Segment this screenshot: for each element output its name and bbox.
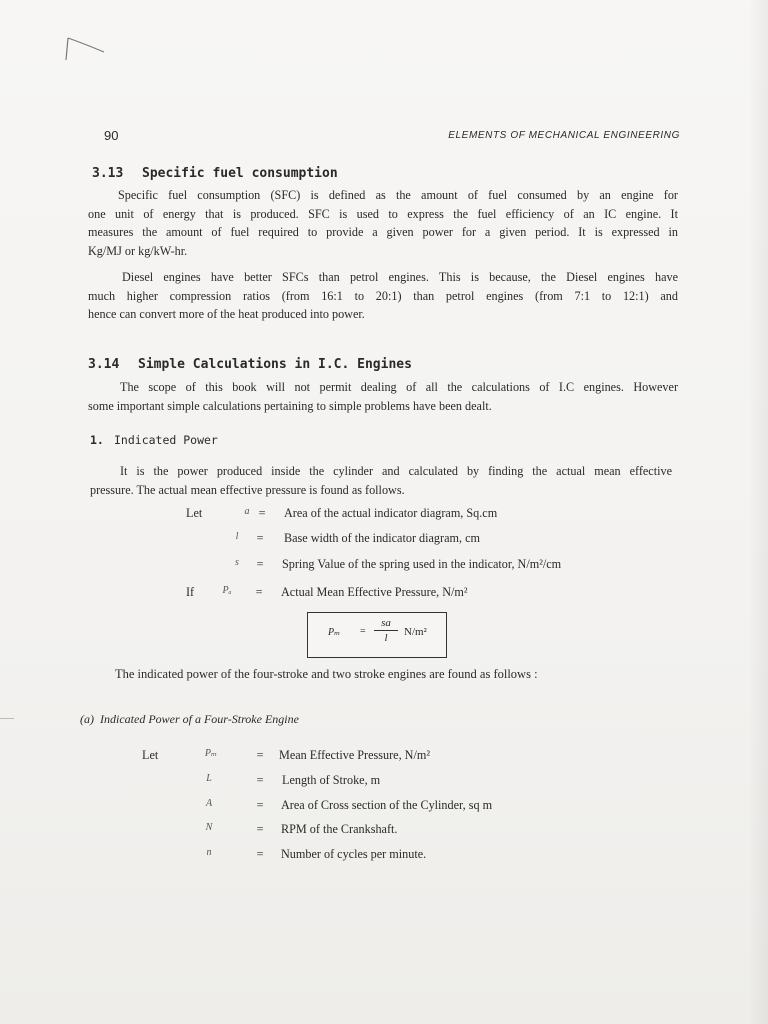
def-equals: =: [256, 822, 264, 836]
text-line: one unit of energy that is produced. SFC is used to express the fuel efficiency of an IC engine. It: [88, 206, 678, 221]
formula-fraction: [372, 617, 400, 644]
formula-numerator: sa: [381, 617, 391, 629]
section-number: 3.13: [92, 166, 124, 181]
section-number: 3.14: [88, 357, 120, 372]
text-line: some important simple calculations pertaining to simple problems have been dealt.: [88, 398, 492, 413]
indicated-power-intro: The indicated power of the four-stroke and two stroke engines are found as follows :: [115, 667, 538, 681]
def-symbol: Pₐ: [222, 585, 232, 596]
def-equals: =: [256, 798, 264, 812]
four-stroke-definitions: [142, 748, 582, 868]
def-symbol: Pₘ: [204, 748, 218, 759]
formula-unit: N/m²: [404, 626, 427, 638]
subheading-title: Indicated Power of a Four-Stroke Engine: [100, 712, 299, 726]
text-line: hence can convert more of the heat produced into power.: [88, 307, 365, 321]
text-line: It is the power produced inside the cylinder and calculated by finding the actual mean effective: [120, 464, 672, 478]
subheading-number: 1.: [90, 433, 104, 447]
def-equals: =: [256, 748, 264, 762]
text-line: much higher compression ratios (from 16:1 to 20:1) than petrol engines (from 7:1 to 12:1) and: [88, 288, 678, 303]
text-line: Specific fuel consumption (SFC) is defined as the amount of fuel consumed by an engine for: [118, 188, 678, 202]
def-description: RPM of the Crankshaft.: [281, 822, 398, 836]
def-symbol: s: [235, 557, 239, 568]
def-equals: =: [256, 773, 264, 787]
margin-mark: [0, 718, 14, 719]
mep-formula-box: [307, 612, 447, 658]
def-symbol: a: [244, 506, 250, 517]
subheading-four-stroke: [80, 712, 299, 727]
section-title: Specific fuel consumption: [142, 166, 338, 181]
text-line: Diesel engines have better SFCs than petrol engines. This is because, the Diesel engines have: [122, 270, 678, 284]
calculations-scope-paragraph: [88, 378, 678, 415]
def-description: Area of Cross section of the Cylinder, sq m: [281, 798, 493, 812]
section-heading-3-13: [92, 166, 338, 181]
def-description: Mean Effective Pressure, N/m²: [279, 748, 430, 762]
text-line: measures the amount of fuel required to provide a given power for a given period. It is expressed in: [88, 225, 678, 239]
page-number: 90: [104, 128, 119, 143]
def-symbol: n: [206, 847, 212, 858]
def-description: Base width of the indicator diagram, cm: [284, 531, 480, 545]
def-symbol: A: [205, 798, 213, 809]
text-line: The scope of this book will not permit dealing of all the calculations of I.C engines. However: [120, 380, 678, 394]
sfc-definition-paragraph: [88, 186, 678, 260]
def-lead: Let: [186, 506, 203, 520]
def-equals: =: [258, 506, 266, 520]
def-description: Spring Value of the spring used in the indicator, N/m²/cm: [282, 557, 562, 571]
subheading-label: (a): [80, 712, 94, 726]
section-heading-3-14: [88, 357, 412, 372]
def-equals: =: [255, 585, 263, 599]
formula-lhs: Pₘ: [328, 627, 341, 638]
def-equals: =: [256, 847, 264, 861]
fraction-bar: [374, 630, 398, 631]
pen-mark-icon: [60, 30, 110, 70]
def-description: Length of Stroke, m: [282, 773, 381, 787]
def-equals: =: [256, 557, 264, 571]
text-line: Kg/MJ or kg/kW-hr.: [88, 243, 188, 258]
text-line: pressure. The actual mean effective pressure is found as follows.: [90, 482, 405, 497]
formula-denominator: l: [384, 632, 388, 644]
def-symbol: N: [205, 822, 213, 833]
indicator-definitions: [186, 506, 586, 606]
def-symbol: L: [206, 773, 212, 784]
formula-equals: =: [360, 626, 366, 637]
def-description: Actual Mean Effective Pressure, N/m²: [281, 585, 468, 599]
def-lead: If: [186, 585, 195, 599]
subheading-title: Indicated Power: [114, 433, 218, 447]
section-title: Simple Calculations in I.C. Engines: [138, 357, 412, 372]
subheading-indicated-power: [90, 433, 218, 447]
def-lead: Let: [142, 748, 159, 762]
def-symbol: l: [235, 531, 239, 542]
running-head: ELEMENTS OF MECHANICAL ENGINEERING: [448, 130, 680, 141]
scan-shadow: [748, 0, 768, 1024]
def-description: Area of the actual indicator diagram, Sq.cm: [284, 506, 498, 520]
sfc-diesel-paragraph: [88, 268, 678, 324]
def-description: Number of cycles per minute.: [281, 847, 427, 861]
indicated-power-paragraph: [90, 462, 672, 499]
def-equals: =: [256, 531, 264, 545]
page-header: [104, 128, 680, 146]
